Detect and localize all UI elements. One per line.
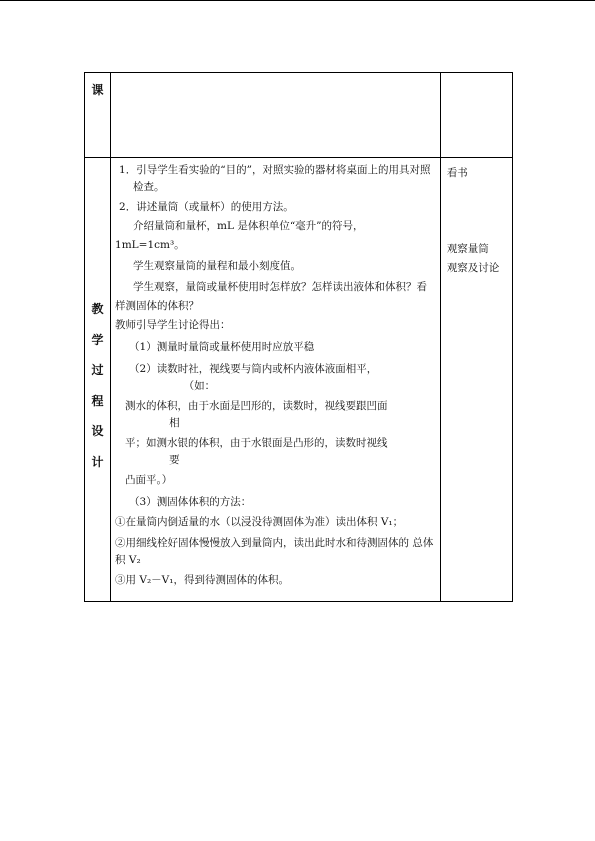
step-2: ②用细线栓好固体慢慢放入到量筒内，读出此时水和待测固体的 总体积 V₂ [115, 537, 434, 566]
table-row [85, 73, 513, 158]
intro-line-b: 1mL=1cm³。 [115, 239, 185, 251]
point-2b: （如： [183, 380, 216, 392]
water-line-b: 相 [169, 417, 180, 429]
side-cell-empty [440, 73, 512, 158]
top-rule [0, 0, 595, 1]
water-line-a: 测水的体积，由于水面是凹形的，读数时，视线要跟凹面 [125, 400, 388, 412]
item-2: 2．讲述量筒（或量杯）的使用方法。 [119, 201, 294, 213]
vertical-label [85, 158, 110, 477]
mercury-line-b: 要 [169, 454, 180, 466]
side-note-discuss: 观察及讨论 [446, 262, 500, 274]
student-activity [441, 158, 512, 278]
observe-line: 学生观察量筒的量程和最小刻度值。 [133, 260, 302, 272]
side-note-observe: 观察量筒 [446, 243, 489, 255]
label-char: 学 [91, 332, 104, 347]
convex-line: 凸面平。） [125, 474, 173, 486]
row-label-ke: 课 [91, 83, 104, 97]
point-1: （1）测量时量筒或量杯使用时应放平稳 [129, 341, 315, 353]
label-char: 程 [91, 393, 104, 408]
item-1: 1．引导学生看实验的“目的”，对照实验的器材将桌面上的用具对照检查。 [119, 164, 431, 193]
label-cell-top [85, 73, 111, 158]
lesson-table [84, 72, 513, 602]
side-note-read: 看书 [446, 167, 468, 179]
table-row [85, 158, 513, 602]
content-cell-empty [111, 73, 441, 158]
discussion-line: 教师引导学生讨论得出： [115, 319, 231, 331]
step-3: ③用 V₂－V₁，得到待测固体的体积。 [115, 574, 289, 586]
label-char: 过 [91, 363, 104, 377]
label-cell-process [85, 158, 111, 602]
label-char: 计 [91, 454, 104, 469]
question-line: 学生观察，量筒或量杯使用时怎样放？怎样读出液体和体积？看样测固体的体积？ [115, 281, 428, 312]
intro-line-a: 介绍量筒和量杯，mL 是体积单位“毫升”的符号， [133, 220, 364, 232]
side-cell [440, 158, 512, 602]
teaching-content [111, 158, 440, 592]
label-char: 设 [91, 424, 104, 438]
point-3: （3）测固体体积的方法： [129, 496, 252, 508]
label-char: 教 [91, 302, 104, 316]
point-2a: （2）读数时社，视线要与筒内或杯内液体液面相平， [129, 363, 378, 375]
content-cell [111, 158, 441, 602]
mercury-line-a: 平；如测水银的体积，由于水银面是凸形的，读数时视线 [125, 437, 388, 449]
step-1: ①在量筒内倒适量的水（以浸没待测固体为准）读出体积 V₁； [115, 516, 404, 528]
